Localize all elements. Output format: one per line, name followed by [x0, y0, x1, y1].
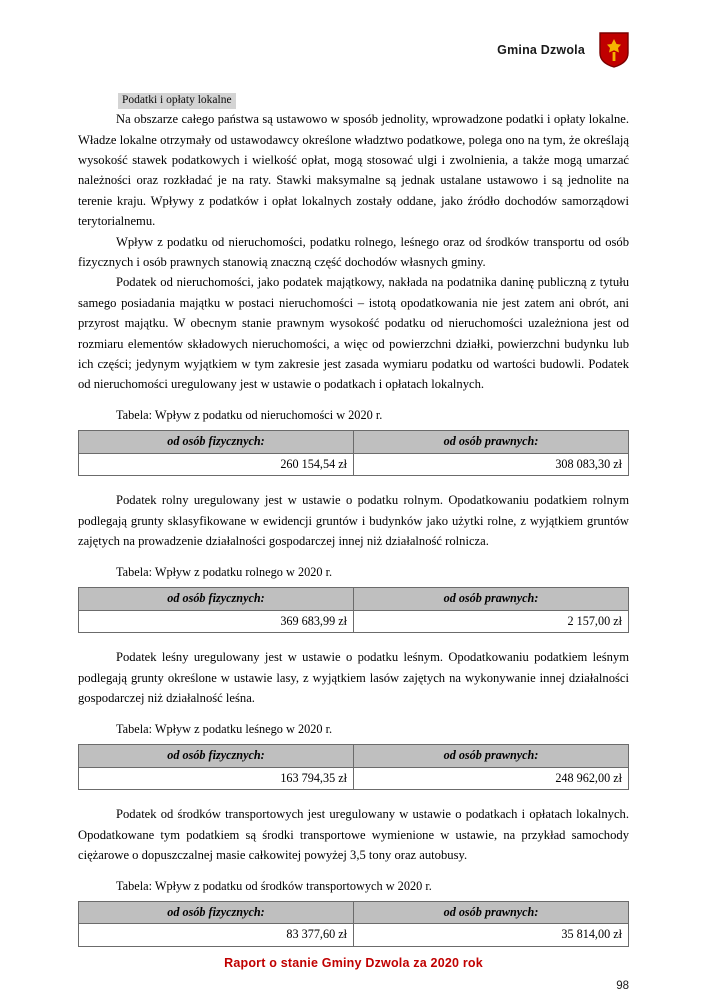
table-row	[79, 610, 629, 633]
coat-of-arms-icon	[599, 32, 629, 68]
footer-title: Raport o stanie Gminy Dzwola za 2020 rok	[224, 956, 483, 970]
table-row	[79, 924, 629, 947]
value-fizyczne: 83 377,60 zł	[79, 924, 354, 947]
value-prawne: 2 157,00 zł	[354, 610, 629, 633]
table-rolny	[78, 587, 629, 633]
table-header-row	[79, 902, 629, 924]
page-number: 98	[616, 980, 629, 992]
table-nieruchomosci	[78, 430, 629, 476]
table-row	[79, 767, 629, 790]
paragraph-2: Wpływ z podatku od nieruchomości, podatku rolnego, leśnego oraz od środków transportu od osób fizycznych i osób prawnych stanowią znaczną część dochodów własnych gminy.	[78, 234, 629, 269]
paragraph-1: Na obszarze całego państwa są ustawowo w sposób jednolity, wprowadzone podatki i opłaty lokalne. Władze lokalne otrzymały od ustawodawcy określone władztwo podatkowe, polega ono na tym, że określają wysokość stawek podatkowych i wielkość opłat, mogą stosować ulgi i zwolnienia, a także mogą umarzać należności oraz rozkładać je na raty. Stawki maksymalne są jednak ustalane ustawowo i są jednolite na terenie kraju. Wpływy z podatków i opłat lokalnych zostały oddane, jako źródło dochodów samorządowi terytorialnemu.	[78, 112, 629, 229]
paragraph-4: Podatek rolny uregulowany jest w ustawie o podatku rolnym. Opodatkowaniu podatkiem rolnym podlegają grunty sklasyfikowane w ewidencji gruntów i budynków jako użytki rolne, z wyjątkiem gruntów zajętych na prowadzenie działalności gospodarczej innej niż działalność rolnicza.	[78, 493, 629, 549]
table-header-row	[79, 588, 629, 610]
value-prawne: 35 814,00 zł	[354, 924, 629, 947]
value-prawne: 308 083,30 zł	[354, 453, 629, 476]
value-fizyczne: 163 794,35 zł	[79, 767, 354, 790]
header-title: Gmina Dzwola	[497, 43, 585, 57]
table-transport	[78, 901, 629, 947]
table-caption-nieruchomosci: Tabela: Wpływ z podatku od nieruchomości w 2020 r.	[116, 407, 383, 422]
table-caption-lesny: Tabela: Wpływ z podatku leśnego w 2020 r.	[116, 721, 333, 736]
table-row	[79, 453, 629, 476]
paragraph-5: Podatek leśny uregulowany jest w ustawie o podatku leśnym. Opodatkowaniu podatkiem leśnym podlegają grunty określone w ustawie lasy, z wyjątkiem lasów zajętych na wykonywanie innej działalności gospodarczej niż działalność leśna.	[78, 650, 629, 706]
spacer	[78, 482, 629, 490]
table-header-row	[79, 745, 629, 767]
page-header	[78, 0, 629, 82]
column-header-fizyczne: od osób fizycznych:	[79, 745, 354, 767]
value-fizyczne: 369 683,99 zł	[79, 610, 354, 633]
page-footer	[0, 954, 707, 972]
table-caption-transport: Tabela: Wpływ z podatku od środków transportowych w 2020 r.	[116, 878, 432, 893]
document-content	[78, 82, 629, 947]
spacer	[78, 796, 629, 804]
column-header-prawne: od osób prawnych:	[354, 588, 629, 610]
column-header-fizyczne: od osób fizycznych:	[79, 588, 354, 610]
spacer	[78, 639, 629, 647]
value-prawne: 248 962,00 zł	[354, 767, 629, 790]
paragraph-6: Podatek od środków transportowych jest uregulowany w ustawie o podatkach i opłatach lokalnych. Opodatkowane tym podatkiem są środki transportowe wymienione w ustawie, na przykład samochody ciężarowe o dopuszczalnej masie całkowitej powyżej 3,5 tony oraz autobusy.	[78, 807, 629, 863]
column-header-prawne: od osób prawnych:	[354, 745, 629, 767]
paragraph-3: Podatek od nieruchomości, jako podatek majątkowy, nakłada na podatnika daninę publiczną z tytułu samego posiadania majątku w postaci nieruchomości – istotą opodatkowania nie jest zatem ani obrót, ani przyrost majątku. W obecnym stanie prawnym wysokość podatku od nieruchomości uzależniona jest od rozmiaru elementów składowych nieruchomości, a więc od powierzchni działki, powierzchni budynku lub ich części; jedynym wyjątkiem w tym zakresie jest zasada wymiaru podatku od wartości budowli. Podatek od nieruchomości uregulowany jest w ustawie o podatkach i opłatach lokalnych.	[78, 275, 629, 392]
table-header-row	[79, 431, 629, 453]
section-heading: Podatki i opłaty lokalne	[118, 93, 236, 109]
value-fizyczne: 260 154,54 zł	[79, 453, 354, 476]
column-header-prawne: od osób prawnych:	[354, 431, 629, 453]
column-header-prawne: od osób prawnych:	[354, 902, 629, 924]
column-header-fizyczne: od osób fizycznych:	[79, 902, 354, 924]
table-lesny	[78, 744, 629, 790]
column-header-fizyczne: od osób fizycznych:	[79, 431, 354, 453]
table-caption-rolny: Tabela: Wpływ z podatku rolnego w 2020 r.	[116, 564, 333, 579]
